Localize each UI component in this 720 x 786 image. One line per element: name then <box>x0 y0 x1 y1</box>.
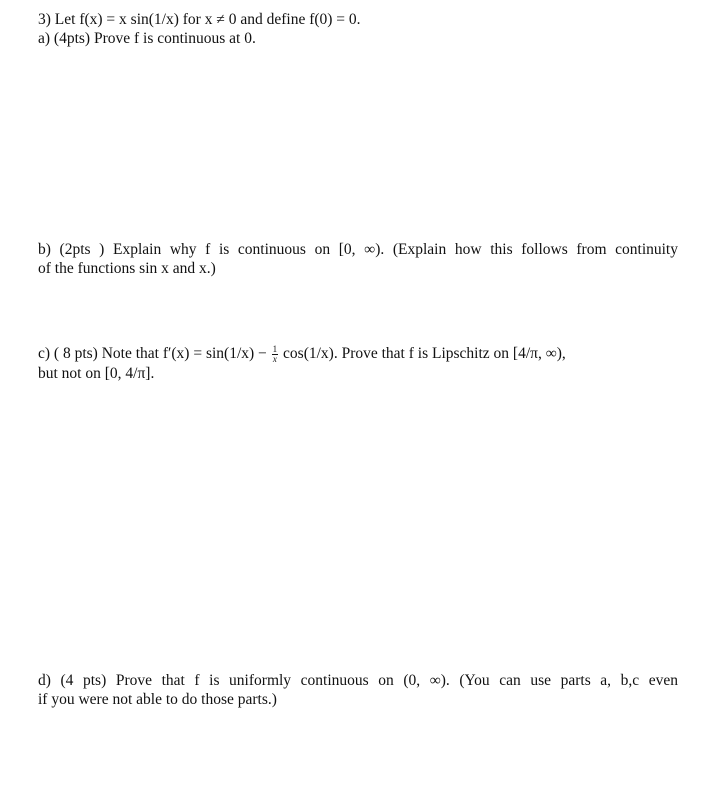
fraction-denominator: x <box>272 353 277 364</box>
problem-statement: 3) Let f(x) = x sin(1/x) for x ≠ 0 and define f(0) = 0. <box>38 11 361 28</box>
part-c-derivative-text: c) ( 8 pts) Note that f′(x) = sin(1/x) − <box>38 345 267 362</box>
part-d-line-1: d) (4 pts) Prove that f is uniformly continuous on (0, ∞). (You can use parts a, b,c even <box>38 672 678 689</box>
part-c-line-2: but not on [0, 4/π]. <box>38 364 155 382</box>
fraction-numerator: 1 <box>272 343 278 354</box>
part-b-line-1: b) (2pts ) Explain why f is continuous on [0, ∞). (Explain how this follows from continuity <box>38 241 678 258</box>
part-a-question: a) (4pts) Prove f is continuous at 0. <box>38 30 256 47</box>
part-b-line-2: of the functions sin x and x.) <box>38 260 216 277</box>
part-d <box>38 671 678 709</box>
fraction-one-over-x <box>272 345 279 364</box>
part-c-lipschitz-text: cos(1/x). Prove that f is Lipschitz on [4/π, ∞), <box>283 345 566 362</box>
problem-3-intro <box>38 10 678 48</box>
part-d-line-2: if you were not able to do those parts.) <box>38 691 277 708</box>
part-c <box>38 344 678 383</box>
part-b <box>38 240 678 278</box>
part-c-line-1 <box>38 344 678 364</box>
